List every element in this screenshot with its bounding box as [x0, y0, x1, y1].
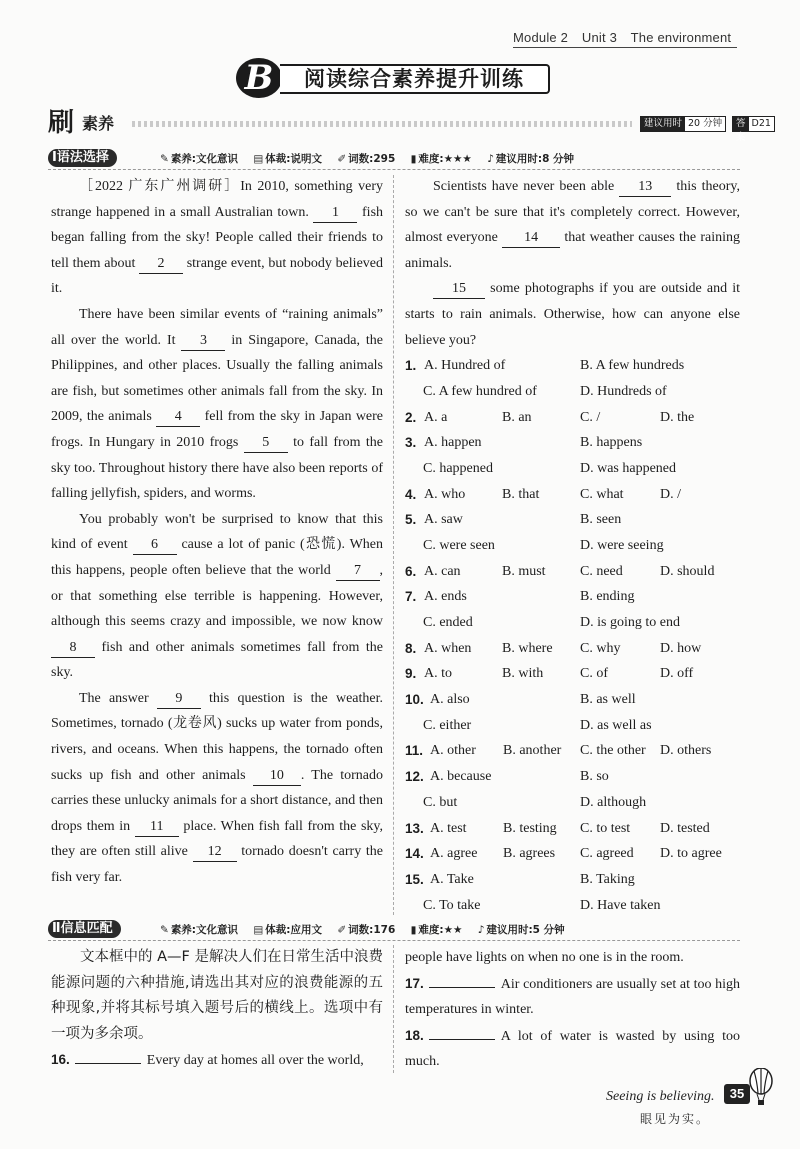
option-choice[interactable]: C. were seen — [423, 537, 495, 553]
question-number: 5. — [405, 512, 417, 528]
passage1-left-column — [51, 174, 383, 891]
option-row — [405, 764, 740, 790]
answer-ref-label: 答案 — [733, 117, 749, 131]
dotted-divider — [132, 121, 632, 127]
question-18: 18. A lot of water is wasted by using too much. — [405, 1027, 740, 1070]
option-row — [405, 533, 740, 559]
question-number: 7. — [405, 589, 417, 605]
column-divider — [393, 175, 394, 915]
option-choice[interactable]: C. agreed — [580, 846, 634, 862]
option-choice[interactable]: A. saw — [424, 512, 463, 528]
question-number: 12. — [405, 769, 424, 785]
option-choice[interactable]: D. although — [580, 794, 647, 810]
option-row — [405, 867, 740, 893]
column-divider-2 — [393, 945, 394, 1073]
option-choice[interactable]: D. as well as — [580, 717, 652, 733]
bell-icon: ♪ — [477, 924, 485, 936]
option-row — [405, 841, 740, 867]
option-choice[interactable]: A. test — [430, 820, 467, 836]
pen-icon: ✎ — [160, 924, 169, 936]
options-list — [405, 353, 740, 918]
option-row — [405, 610, 740, 636]
option-choice[interactable]: C. To take — [423, 897, 481, 913]
option-choice[interactable]: A. also — [430, 692, 470, 708]
option-choice[interactable]: B. ending — [580, 589, 635, 605]
answer-blank-16[interactable] — [75, 1050, 141, 1064]
passage2-right-column — [405, 945, 740, 1075]
question-number: 15. — [405, 871, 424, 887]
paragraph: ［2022 广东广州调研］In 2010, something very strange happened in a small Australian town. 1 fish began falling from the sky! People called their friends to tell them about 2 strange event, but nobody believed it. — [51, 179, 384, 297]
question-number: 13. — [405, 820, 424, 836]
option-choice[interactable]: A. because — [430, 769, 492, 785]
banner-letter-badge: B — [236, 58, 282, 98]
instructions: 文本框中的 A—F 是解决人们在日常生活中浪费能源问题的六种措施,请选出其对应的浪费能源的五种现象,并将其标号填入题号后的横线上。选项中有一项为多余项。 — [51, 949, 383, 1042]
option-choice[interactable]: A. agree — [430, 846, 478, 862]
advice-time-value: 20 分钟 — [685, 117, 725, 131]
option-row — [405, 379, 740, 405]
option-row — [405, 687, 740, 713]
option-choice[interactable]: A. other — [430, 743, 476, 759]
paragraph: 15 some photographs if you are outside and it starts to rain animals. Otherwise, how can anyone else believe you? — [405, 281, 741, 348]
section2-tag: Ⅱ信息匹配 — [48, 920, 121, 938]
literacy-meta: ✎ 素养:文化意识 — [160, 924, 239, 936]
option-choice[interactable]: C. A few hundred of — [423, 383, 537, 399]
banner-title: 阅读综合素养提升训练 — [280, 64, 550, 94]
option-choice[interactable]: C. happened — [423, 460, 493, 476]
genre-meta: ▤ 体裁:应用文 — [253, 924, 322, 936]
genre-meta: ▤ 体裁:说明文 — [253, 153, 322, 165]
option-choice[interactable]: B. another — [503, 743, 562, 759]
option-choice[interactable]: D. is going to end — [580, 615, 680, 631]
option-choice[interactable]: B. where — [502, 640, 553, 656]
blank-4[interactable]: 4 — [156, 408, 200, 427]
option-choice[interactable]: C. need — [580, 563, 623, 579]
blank-14[interactable]: 14 — [502, 229, 560, 248]
hot-air-balloon-icon — [748, 1068, 774, 1108]
header-rule — [513, 47, 737, 48]
option-choice[interactable]: D. how — [660, 640, 702, 656]
blank-15[interactable]: 15 — [433, 280, 485, 299]
answer-ref-box — [732, 116, 775, 143]
option-choice[interactable]: B. an — [502, 409, 532, 425]
question-number: 4. — [405, 486, 417, 502]
section1-bar — [48, 148, 740, 170]
module-header — [513, 30, 731, 45]
blank-8[interactable]: 8 — [51, 639, 95, 658]
option-row — [405, 353, 740, 379]
option-choice[interactable]: D. to agree — [660, 846, 722, 862]
page-number: 35 — [724, 1084, 750, 1104]
paragraph: The answer 9 this question is the weather. Sometimes, tornado (龙卷风) sucks up water from ponds, rivers, and oceans. When this happens, the tornado often sucks up fish and other animals 10 . The tornado carries these unlucky animals for a short distance, and then drops them in 11 place. When fish fall from the sky, they are often still alive 12 tornado doesn't carry the fish very far. — [51, 690, 384, 886]
option-choice[interactable]: A. ends — [424, 589, 467, 605]
option-choice[interactable]: A. can — [424, 563, 461, 579]
advice-time-box — [640, 116, 726, 132]
option-choice[interactable]: B. so — [580, 769, 609, 785]
question-number: 14. — [405, 846, 424, 862]
option-row — [405, 893, 740, 919]
paragraph: Scientists have never been able 13 this theory, so we can't be sure that it's completely correct. However, almost everyone 14 that weather causes the raining animals. — [405, 179, 741, 271]
option-row — [405, 559, 740, 585]
option-row — [405, 430, 740, 456]
literacy-meta: ✎ 素养:文化意识 — [160, 153, 239, 165]
option-choice[interactable]: C. to test — [580, 820, 631, 836]
paragraph: You probably won't be surprised to know that this kind of event 6 cause a lot of panic (恐慌). When this happens, people often believe that the world 7 , or that something else terrible is happening. However, although this seems crazy and impossible, we now know 8 fish and other animals sometimes fall from the sky. — [51, 511, 384, 681]
section-banner — [236, 58, 554, 98]
option-choice[interactable]: D. / — [660, 486, 681, 502]
unit-label: Unit 3 — [581, 30, 618, 45]
question-16: 16. Every day at homes all over the world, — [51, 1052, 364, 1069]
option-row — [405, 738, 740, 764]
question-16-continued: people have lights on when no one is in the room. — [405, 950, 684, 965]
bell-icon: ♪ — [487, 153, 494, 165]
option-choice[interactable]: B. that — [502, 486, 540, 502]
option-row — [405, 456, 740, 482]
blank-5[interactable]: 5 — [244, 434, 288, 453]
option-choice[interactable]: D. should — [660, 563, 715, 579]
option-choice[interactable]: D. others — [660, 743, 712, 759]
option-choice[interactable]: B. A few hundreds — [580, 358, 685, 374]
section1-tag: Ⅰ语法选择 — [48, 149, 117, 167]
time-meta: ♪ 建议用时:5 分钟 — [477, 924, 565, 936]
shua-small-label: 素养 — [82, 114, 115, 133]
time-meta: ♪ 建议用时:8 分钟 — [487, 153, 575, 165]
section2-bar — [48, 919, 740, 941]
option-choice[interactable]: C. either — [423, 717, 472, 733]
pencil-icon: ✐ — [337, 924, 347, 936]
option-row — [405, 405, 740, 431]
difficulty-meta: ▮ 难度:★★ — [410, 924, 463, 936]
passage2-left-column — [51, 945, 383, 1074]
option-choice[interactable]: B. as well — [580, 692, 636, 708]
option-choice[interactable]: A. Hundred of — [424, 358, 506, 374]
option-row — [405, 584, 740, 610]
words-meta: ✐ 词数:176 — [337, 924, 396, 936]
option-choice[interactable]: D. Have taken — [580, 897, 661, 913]
option-choice[interactable]: B. must — [502, 563, 546, 579]
blank-2[interactable]: 2 — [139, 255, 183, 274]
option-choice[interactable]: B. with — [502, 666, 544, 682]
option-choice[interactable]: C. the other — [580, 743, 646, 759]
module-label: Module 2 — [513, 30, 569, 45]
pencil-icon: ✐ — [337, 153, 347, 165]
question-number: 10. — [405, 692, 424, 708]
pen-icon: ✎ — [160, 153, 169, 165]
question-number: 9. — [405, 666, 417, 682]
book-icon: ▤ — [253, 153, 264, 165]
answer-blank-18[interactable] — [429, 1026, 495, 1040]
answer-blank-17[interactable] — [429, 974, 495, 988]
option-row — [405, 816, 740, 842]
blank-6[interactable]: 6 — [133, 536, 177, 555]
option-choice[interactable]: D. tested — [660, 820, 710, 836]
blank-7[interactable]: 7 — [336, 562, 380, 581]
advice-time-label: 建议用时 — [641, 117, 685, 131]
option-choice[interactable]: B. agrees — [503, 846, 556, 862]
topic-label: The environment — [630, 30, 732, 45]
difficulty-meta: ▮ 难度:★★★ — [410, 153, 472, 165]
signal-icon: ▮ — [410, 153, 417, 165]
question-number: 3. — [405, 435, 417, 451]
option-row — [405, 636, 740, 662]
option-choice[interactable]: C. ended — [423, 615, 473, 631]
option-choice[interactable]: D. off — [660, 666, 694, 682]
shua-header — [48, 108, 771, 143]
question-number: 1. — [405, 358, 417, 374]
option-row — [405, 507, 740, 533]
question-number: 2. — [405, 409, 417, 425]
option-choice[interactable]: D. was happened — [580, 460, 677, 476]
question-number: 8. — [405, 640, 417, 656]
question-17: 17. Air conditioners are usually set at too high temperatures in winter. — [405, 975, 740, 1018]
option-choice[interactable]: B. happens — [580, 435, 643, 451]
option-choice[interactable]: A. a — [424, 409, 448, 425]
option-choice[interactable]: A. happen — [424, 435, 482, 451]
blank-11[interactable]: 11 — [135, 818, 179, 837]
footer-motto: Seeing is believing. — [606, 1089, 715, 1104]
option-row — [405, 482, 740, 508]
passage1-right-column — [405, 174, 740, 918]
signal-icon: ▮ — [410, 924, 417, 936]
option-choice[interactable]: A. Take — [430, 871, 474, 887]
option-row — [405, 713, 740, 739]
option-choice[interactable]: D. the — [660, 409, 695, 425]
section1-meta — [160, 150, 586, 168]
blank-12[interactable]: 12 — [193, 843, 237, 862]
option-choice[interactable]: D. Hundreds of — [580, 383, 667, 399]
question-number: 6. — [405, 563, 417, 579]
answer-ref-value: D21 — [749, 117, 774, 131]
footer-motto-cn: 眼见为实。 — [640, 1112, 711, 1126]
option-choice[interactable]: C. / — [580, 409, 601, 425]
blank-3[interactable]: 3 — [181, 332, 225, 351]
option-choice[interactable]: D. were seeing — [580, 537, 664, 553]
question-number: 11. — [405, 743, 424, 759]
shua-big-label: 刷 — [48, 108, 75, 138]
option-choice[interactable]: A. when — [424, 640, 472, 656]
option-choice[interactable]: A. who — [424, 486, 466, 502]
section2-meta — [160, 921, 577, 939]
option-choice[interactable]: B. Taking — [580, 871, 635, 887]
option-choice[interactable]: B. testing — [503, 820, 557, 836]
option-choice[interactable]: C. but — [423, 794, 458, 810]
option-row — [405, 661, 740, 687]
paragraph: There have been similar events of “raining animals” all over the world. It 3 in Singapore, Canada, the Philippines, and other places. Usually the falling animals are fish, but sometimes other animals fall from the sky. In 2009, the animals 4 fell from the sky in Japan were frogs. In Hungary in 2010 frogs 5 to fall from the sky too. Throughout history there have also been reports of falling jellyfish, spiders, and worms. — [51, 306, 384, 502]
blank-13[interactable]: 13 — [619, 178, 671, 197]
option-choice[interactable]: C. of — [580, 666, 608, 682]
blank-9[interactable]: 9 — [157, 690, 201, 709]
option-choice[interactable]: A. to — [424, 666, 452, 682]
blank-1[interactable]: 1 — [313, 204, 357, 223]
blank-10[interactable]: 10 — [253, 767, 301, 786]
option-choice[interactable]: C. why — [580, 640, 621, 656]
words-meta: ✐ 词数:295 — [337, 153, 396, 165]
book-icon: ▤ — [253, 924, 264, 936]
option-choice[interactable]: C. what — [580, 486, 624, 502]
option-choice[interactable]: B. seen — [580, 512, 622, 528]
option-row — [405, 790, 740, 816]
